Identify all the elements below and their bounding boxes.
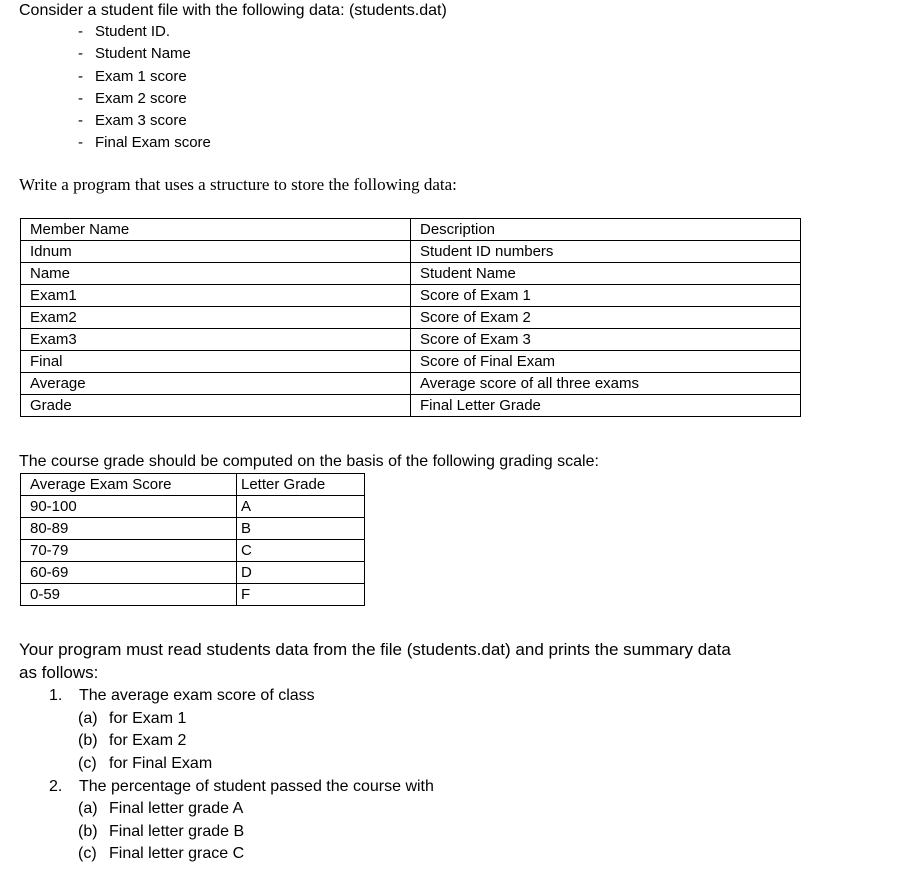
- summary-item: 2. The percentage of student passed the course with: [49, 778, 434, 795]
- list-item: - Student Name: [78, 45, 191, 63]
- table-header-row: [21, 219, 801, 241]
- list-item: - Exam 1 score: [78, 67, 187, 85]
- table-header: Letter Grade: [237, 474, 365, 496]
- table-row: 80-89 B: [21, 518, 365, 540]
- intro-text: Consider a student file with the following data: (students.dat): [19, 2, 447, 19]
- table-row: Average Average score of all three exams: [21, 373, 801, 395]
- summary-subitem: (b) Final letter grade B: [78, 823, 245, 840]
- summary-subitem: (a) Final letter grade A: [78, 800, 244, 817]
- summary-subitem: (a) for Exam 1: [78, 710, 187, 727]
- summary-subitem: (c) Final letter grace C: [78, 845, 245, 862]
- table-row: Exam3 Score of Exam 3: [21, 329, 801, 351]
- structure-prompt: Write a program that uses a structure to store the following data:: [19, 175, 457, 194]
- list-item: - Exam 3 score: [78, 112, 187, 130]
- summary-subitem: (b) for Exam 2: [78, 732, 187, 749]
- list-item: - Final Exam score: [78, 134, 211, 152]
- scale-intro: The course grade should be computed on the basis of the following grading scale:: [19, 453, 599, 470]
- field-list: [78, 21, 211, 155]
- table-row: Idnum Student ID numbers: [21, 241, 801, 263]
- table-row: Name Student Name: [21, 263, 801, 285]
- table-header: Average Exam Score: [21, 474, 237, 496]
- list-item: - Student ID.: [78, 23, 171, 40]
- grading-scale-table: [20, 473, 365, 606]
- table-header: Member Name: [21, 219, 411, 241]
- list-item: - Exam 2 score: [78, 89, 187, 107]
- table-row: Final Score of Final Exam: [21, 351, 801, 373]
- program-text-line-2: as follows:: [19, 663, 99, 682]
- table-row: Grade Final Letter Grade: [21, 395, 801, 417]
- summary-subitem: (c) for Final Exam: [78, 755, 213, 772]
- table-header-row: [21, 474, 365, 496]
- members-table: [20, 218, 801, 417]
- program-text-line-1: Your program must read students data from the file (students.dat) and prints the summary data: [19, 640, 731, 659]
- table-row: 90-100 A: [21, 496, 365, 518]
- table-row: 70-79 C: [21, 540, 365, 562]
- table-row: Exam1 Score of Exam 1: [21, 285, 801, 307]
- summary-item: 1. The average exam score of class: [49, 687, 315, 704]
- table-row: 60-69 D: [21, 562, 365, 584]
- table-row: Exam2 Score of Exam 2: [21, 307, 801, 329]
- table-row: 0-59 F: [21, 584, 365, 606]
- table-header: Description: [411, 219, 801, 241]
